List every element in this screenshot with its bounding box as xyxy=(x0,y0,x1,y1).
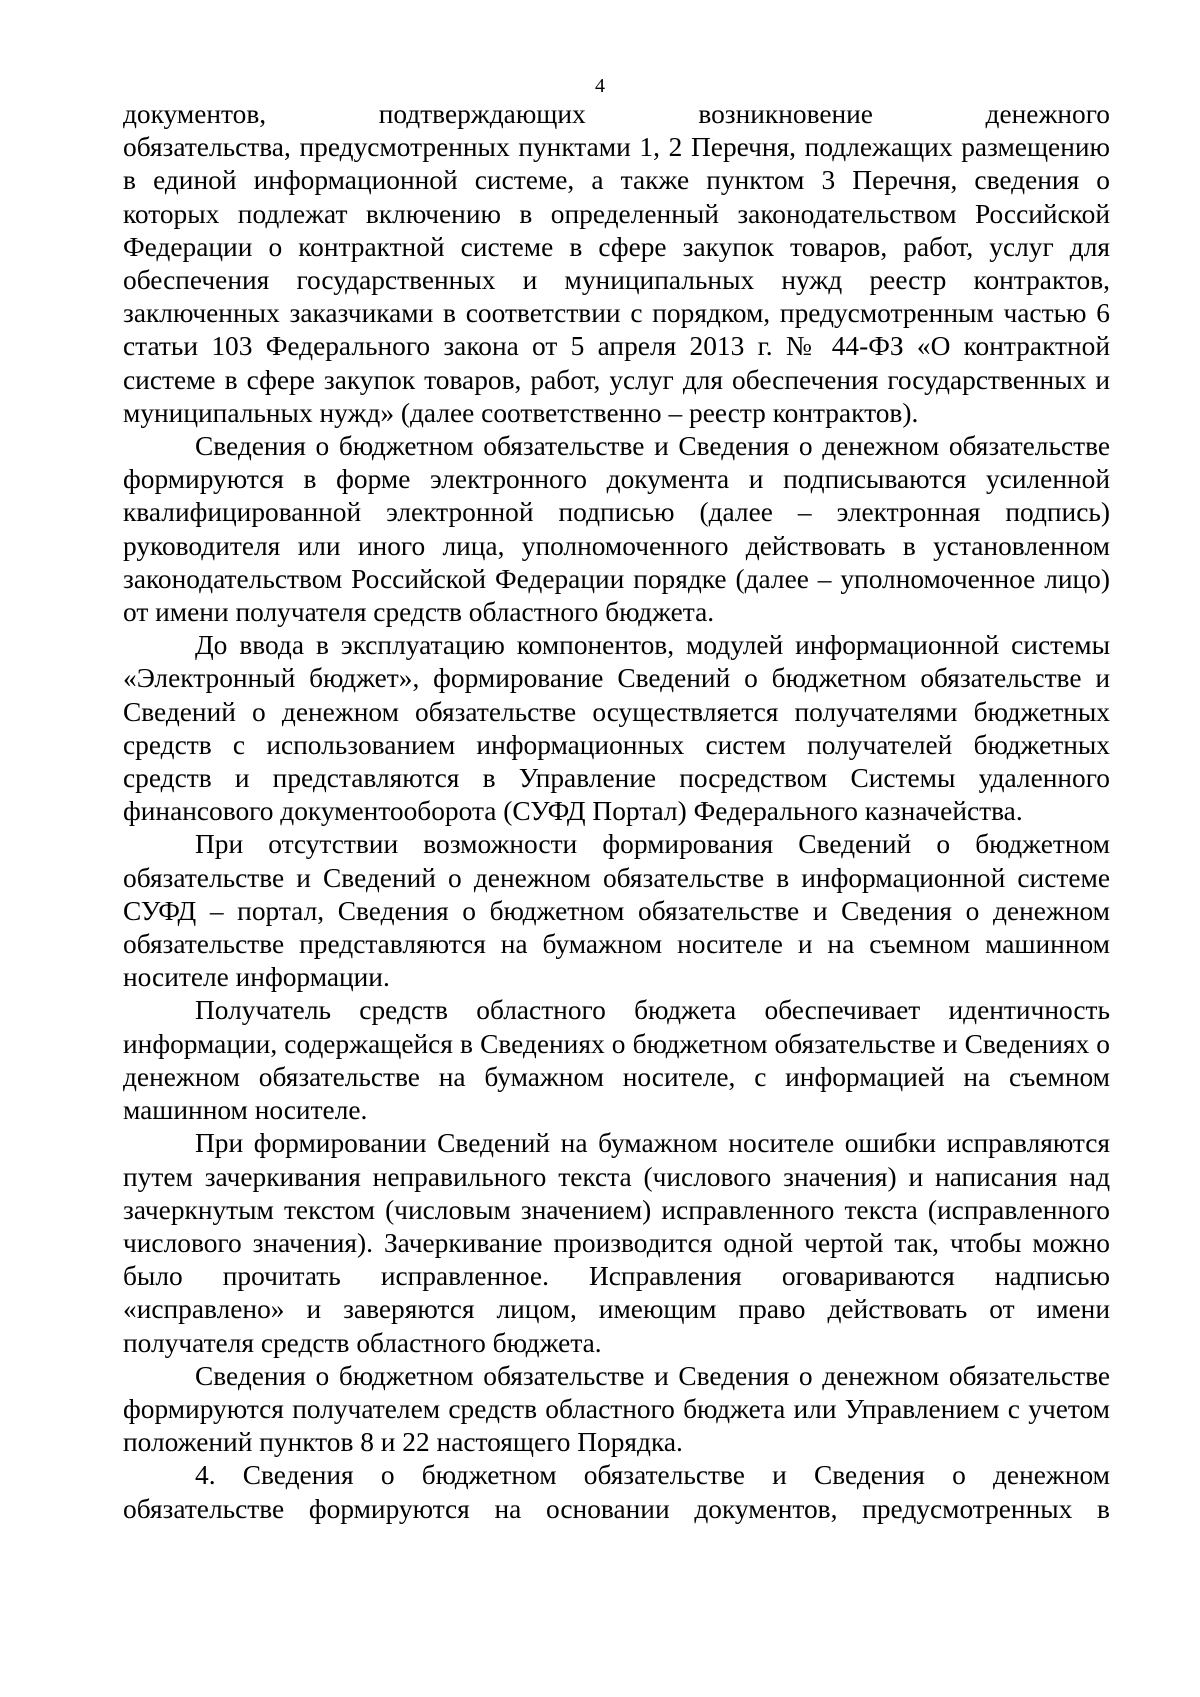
paragraph-continuation-lead: документов, подтверждающих возникновение денежного xyxy=(123,99,1110,129)
paragraph-electronic-budget: До ввода в эксплуатацию компонентов, модулей информационной системы «Электронный бюджет», формирование Сведений о бюджетном обязательстве и Сведений о денежном обязательстве осуществляется получателями бюджетных средств с использованием информационных систем получателей бюджетных средств и представляются в Управление посредством Системы удаленного финансового документооборота (СУФД Портал) Федерального казначейства. xyxy=(123,630,1110,827)
paragraph-item-4: 4. Сведения о бюджетном обязательстве и Сведения о денежном обязательстве формируются на основании документов, предусмотренных в xyxy=(123,1460,1110,1524)
paragraph-identity: Получатель средств областного бюджета обеспечивает идентичность информации, содержащейся в Сведениях о бюджетном обязательстве и Сведениях о денежном обязательстве на бумажном носителе, с информацией на съемном машинном носителе. xyxy=(123,995,1110,1126)
paragraph-continuation: обязательства, предусмотренных пунктами 1, 2 Перечня, подлежащих размещению в единой информационной системе, а также пунктом 3 Перечня, сведения о которых подлежат включению в определенный законодательством Российской Федерации о контрактной системе в сфере закупок товаров, работ, услуг для обеспечения государственных и муниципальных нужд реестр контрактов, заключенных заказчиками в соответствии с порядком, предусмотренным частью 6 статьи 103 Федерального закона от 5 апреля 2013 г. № 44-ФЗ «О контрактной системе в сфере закупок товаров, работ, услуг для обеспечения государственных и муниципальных нужд» (далее соответственно – реестр контрактов). xyxy=(123,132,1110,428)
paragraph-corrections: При формировании Сведений на бумажном носителе ошибки исправляются путем зачеркивания неправильного текста (числового значения) и написания над зачеркнутым текстом (числовым значением) исправленного текста (исправленного числового значения). Зачеркивание производится одной чертой так, чтобы можно было прочитать исправленное. Исправления оговариваются надписью «исправлено» и заверяются лицом, имеющим право действовать от имени получателя средств областного бюджета. xyxy=(123,1128,1110,1358)
paragraph-formation: Сведения о бюджетном обязательстве и Сведения о денежном обязательстве формируются получателем средств областного бюджета или Управлением с учетом положений пунктов 8 и 22 настоящего Порядка. xyxy=(123,1360,1110,1458)
paragraph-paper-media: При отсутствии возможности формирования Сведений о бюджетном обязательстве и Сведений о денежном обязательстве в информационной системе СУФД – портал, Сведения о бюджетном обязательстве и Сведения о денежном обязательстве представляются на бумажном носителе и на съемном машинном носителе информации. xyxy=(123,829,1110,993)
document-body xyxy=(123,98,1110,1526)
page-number: 4 xyxy=(595,75,605,97)
paragraph-electronic-signature: Сведения о бюджетном обязательстве и Сведения о денежном обязательстве формируются в форме электронного документа и подписываются усиленной квалифицированной электронной подписью (далее – электронная подпись) руководителя или иного лица, уполномоченного действовать в установленном законодательством Российской Федерации порядке (далее – уполномоченное лицо) от имени получателя средств областного бюджета. xyxy=(123,431,1110,628)
